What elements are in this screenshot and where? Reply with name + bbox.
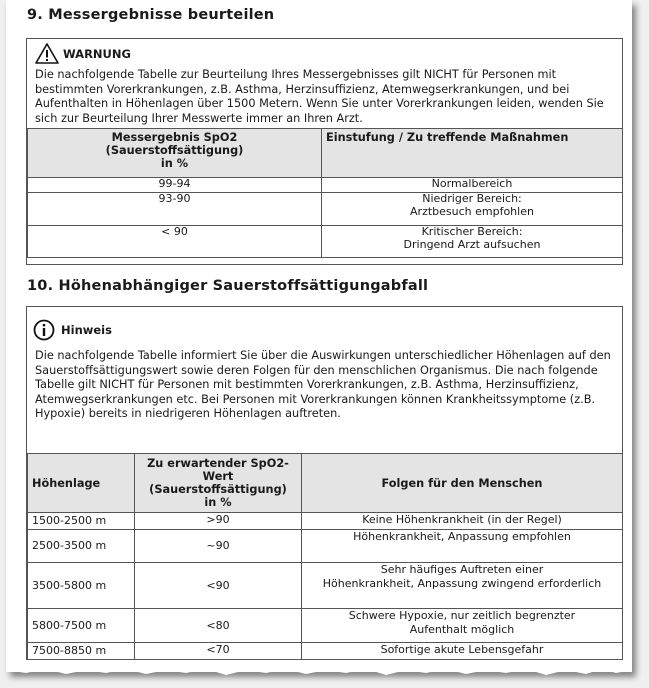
- torn-edge: [6, 664, 632, 678]
- warning-text: Die nachfolgende Tabelle zur Beurteilung Ihres Messergebnisses gilt NICHT für Personen mit bestimmten Vorerkrankungen, z.B. Asthma, Herzinsuffizienz, Atemwegserkrankungen, und bei Aufenthalten in Höhenlagen über 1500 Metern. Wenn Sie unter Vorerkrankungen leiden, wenden Sie sich zur Beurteilung Ihrer Messwerte immer an Ihren Arzt.: [35, 68, 604, 125]
- cell-rating: Kritischer Bereich: Dringend Arzt aufsuchen: [322, 226, 623, 258]
- cell-value: 99-94: [28, 178, 322, 193]
- cell-effect: Sofortige akute Lebensgefahr: [302, 643, 623, 660]
- cell-effect: Keine Höhenkrankheit (in der Regel): [302, 513, 623, 530]
- cell-spo2: <90: [135, 563, 302, 609]
- cell-effect: Sehr häufiges Auftreten einer Höhenkrankheit, Anpassung zwingend erforderlich: [302, 563, 623, 609]
- table-row: [28, 178, 623, 193]
- table-header-row: [28, 454, 623, 513]
- table-row: [28, 530, 623, 563]
- cell-altitude: 3500-5800 m: [28, 563, 135, 609]
- cell-spo2: ~90: [135, 530, 302, 563]
- cell-altitude: 5800-7500 m: [28, 609, 135, 643]
- col-header-effects: Folgen für den Menschen: [302, 454, 623, 513]
- col-header-rating: Einstufung / Zu treffende Maßnahmen: [322, 129, 623, 178]
- cell-spo2: >90: [135, 513, 302, 530]
- cell-altitude: 2500-3500 m: [28, 530, 135, 563]
- warning-box: [26, 38, 623, 265]
- cell-effect: Schwere Hypoxie, nur zeitlich begrenzter Aufenthalt möglich: [302, 609, 623, 643]
- spo2-rating-table: [27, 128, 623, 258]
- warning-triangle-icon: [35, 43, 59, 64]
- cell-spo2: <80: [135, 609, 302, 643]
- cell-effect: Höhenkrankheit, Anpassung empfohlen: [302, 530, 623, 563]
- cell-spo2: <70: [135, 643, 302, 660]
- section-10-title: 10. Höhenabhängiger Sauerstoffsättigungabfall: [27, 278, 429, 294]
- hint-text: Die nachfolgende Tabelle informiert Sie über die Auswirkungen unterschiedlicher Höhenlagen auf den Sauerstoffsättigungswert sowie deren Folgen für den menschlichen Organismus. Die nach folgende Tabelle gilt NICHT für Personen mit bestimmten Vorerkrankungen, z.B. Asthma, Herzinsuffizienz, Atemwegserkrankungen etc. Bei Personen mit Vorerkrankungen können Krankheitssymptome (z.B. Hypoxie) bereits in niedrigeren Höhenlagen auftreten.: [35, 349, 611, 421]
- cell-altitude: 1500-2500 m: [28, 513, 135, 530]
- cell-rating: Niedriger Bereich: Arztbesuch empfohlen: [322, 193, 623, 226]
- table-row: [28, 193, 623, 226]
- info-icon: [33, 319, 55, 341]
- warning-header: [35, 43, 131, 64]
- table-row: [28, 609, 623, 643]
- table-row: [28, 513, 623, 530]
- hint-header: [33, 319, 112, 341]
- table-row: [28, 563, 623, 609]
- cell-value: 93-90: [28, 193, 322, 226]
- cell-rating: Normalbereich: [322, 178, 623, 193]
- altitude-table: [27, 453, 623, 660]
- table-header-row: [28, 129, 623, 178]
- table-row: [28, 643, 623, 660]
- table-row: [28, 226, 623, 258]
- col-header-measurement: Messergebnis SpO2 (Sauerstoffsättigung) in %: [28, 129, 322, 178]
- hint-box: [26, 306, 623, 660]
- hint-heading: Hinweis: [61, 323, 112, 337]
- col-header-altitude: Höhenlage: [28, 454, 135, 513]
- section-9-title: 9. Messergebnisse beurteilen: [27, 7, 275, 23]
- col-header-spo2: Zu erwartender SpO2-Wert (Sauerstoffsättigung) in %: [135, 454, 302, 513]
- document-page: [6, 0, 632, 672]
- cell-altitude: 7500-8850 m: [28, 643, 135, 660]
- cell-value: < 90: [28, 226, 322, 258]
- warning-heading: WARNUNG: [63, 46, 131, 61]
